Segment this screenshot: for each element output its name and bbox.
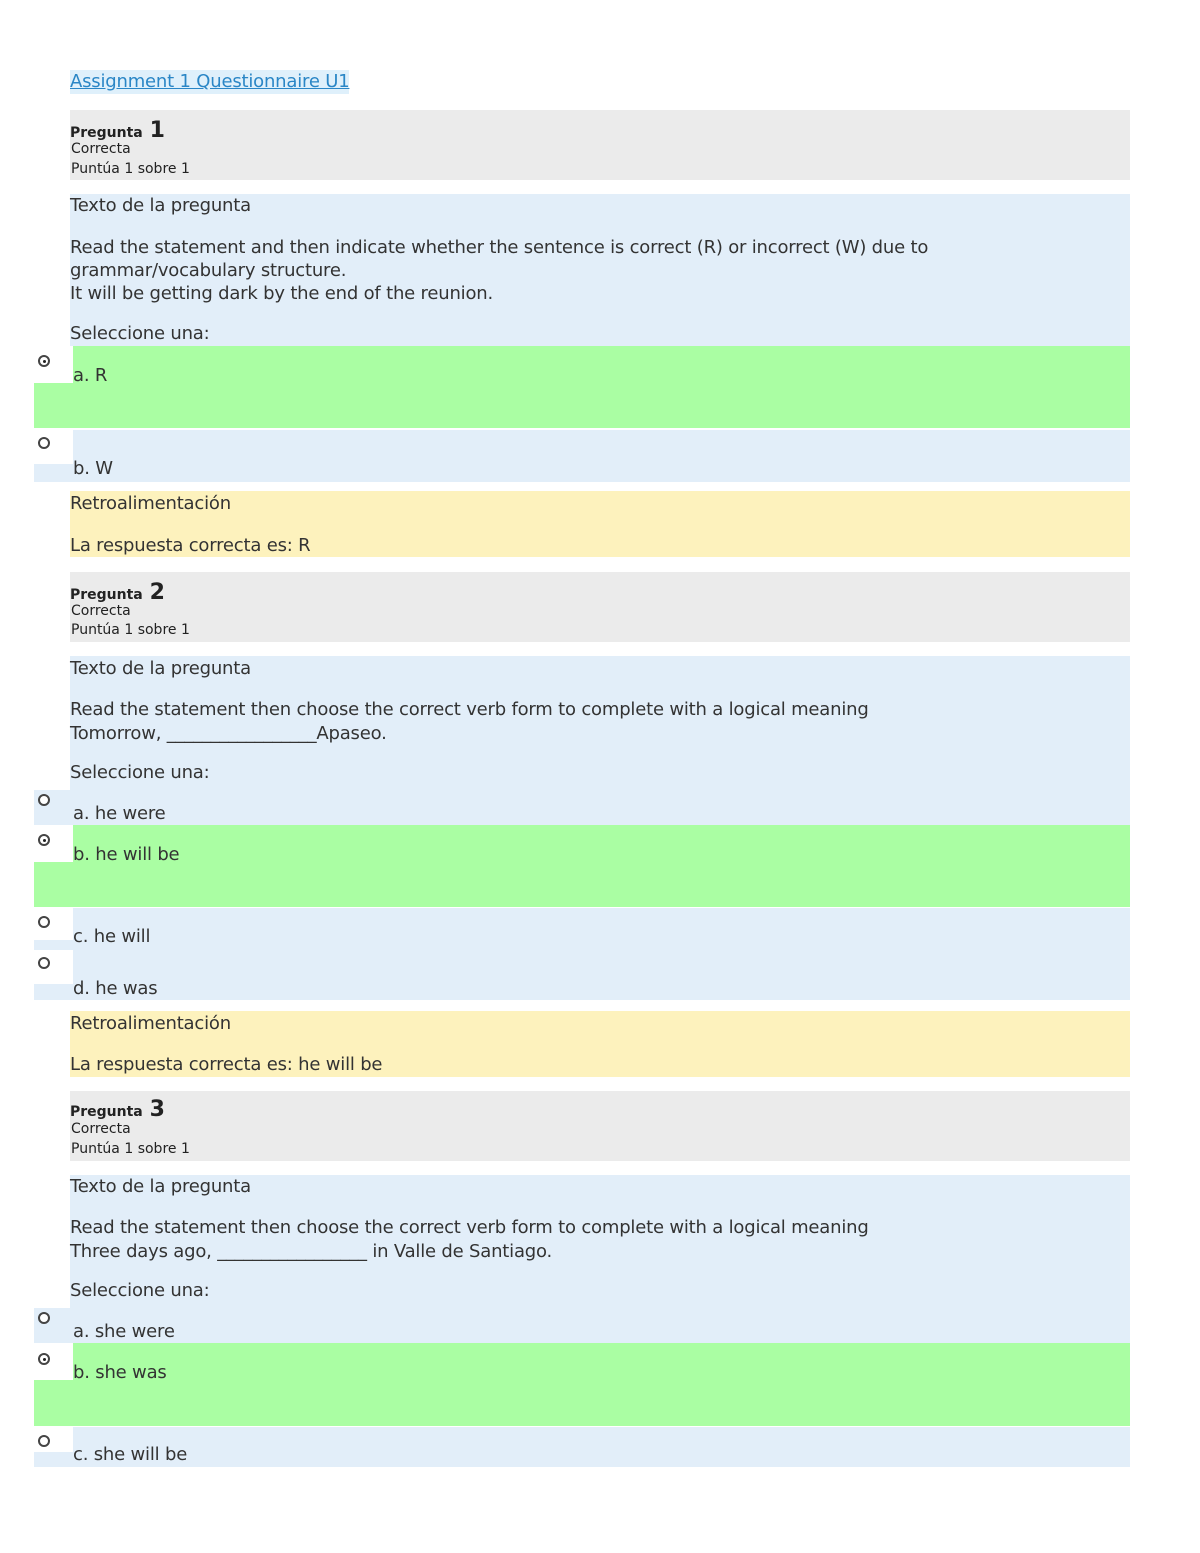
select-one-label: Seleccione una: bbox=[70, 762, 210, 783]
question-1-header bbox=[70, 118, 165, 143]
answer-option-a-extension bbox=[34, 383, 1130, 428]
question-text-heading: Texto de la pregunta bbox=[70, 1176, 251, 1197]
question-2-info bbox=[70, 572, 1130, 642]
answer-option-label[interactable]: a. she were bbox=[73, 1321, 175, 1342]
question-number: 2 bbox=[149, 580, 165, 605]
question-1-info bbox=[70, 110, 1130, 180]
radio-button-c[interactable] bbox=[38, 1435, 50, 1447]
answer-option-label[interactable]: b. he will be bbox=[73, 844, 180, 865]
answer-option-b[interactable] bbox=[73, 430, 1130, 482]
answer-option-c-edge bbox=[34, 1452, 73, 1467]
answer-option-b-edge bbox=[34, 464, 73, 482]
question-text-heading: Texto de la pregunta bbox=[70, 658, 251, 679]
answer-option-label[interactable]: d. he was bbox=[73, 978, 158, 999]
question-2-grade: Puntúa 1 sobre 1 bbox=[71, 622, 190, 638]
answer-option-b-extension bbox=[34, 862, 1130, 907]
answer-option-label[interactable]: b. she was bbox=[73, 1362, 167, 1383]
select-one-label: Seleccione una: bbox=[70, 1280, 210, 1301]
answer-option-label[interactable]: b. W bbox=[73, 458, 113, 479]
question-prompt-line: Three days ago, _________________ in Valle de Santiago. bbox=[70, 1241, 553, 1262]
radio-button-b[interactable] bbox=[38, 834, 50, 846]
answer-option-d-edge bbox=[34, 984, 73, 1000]
question-prompt-line: Read the statement and then indicate whether the sentence is correct (R) or incorrect (W) due to bbox=[70, 237, 929, 258]
answer-option-c[interactable] bbox=[73, 908, 1130, 950]
question-3-state: Correcta bbox=[71, 1121, 131, 1137]
radio-button-a[interactable] bbox=[38, 355, 50, 367]
answer-option-a[interactable] bbox=[73, 346, 1130, 383]
question-1-state: Correcta bbox=[71, 141, 131, 157]
question-label: Pregunta bbox=[70, 587, 143, 603]
question-2-content bbox=[70, 656, 1130, 825]
answer-option-b[interactable] bbox=[73, 1343, 1130, 1380]
feedback-text: La respuesta correcta es: he will be bbox=[70, 1054, 383, 1075]
answer-option-c-edge bbox=[34, 940, 73, 950]
question-2-header bbox=[70, 580, 165, 605]
question-3-grade: Puntúa 1 sobre 1 bbox=[71, 1141, 190, 1157]
question-prompt-line: Read the statement then choose the correct verb form to complete with a logical meaning bbox=[70, 699, 869, 720]
answer-option-d[interactable] bbox=[73, 950, 1130, 1000]
question-3-content bbox=[70, 1175, 1130, 1343]
answer-option-label[interactable]: a. he were bbox=[73, 803, 166, 824]
answer-option-c[interactable] bbox=[73, 1427, 1130, 1467]
question-1-content bbox=[70, 194, 1130, 346]
question-1-feedback bbox=[70, 491, 1130, 557]
answer-option-label[interactable]: c. she will be bbox=[73, 1444, 188, 1465]
radio-button-a[interactable] bbox=[38, 1312, 50, 1324]
select-one-label: Seleccione una: bbox=[70, 323, 210, 344]
answer-option-label[interactable]: a. R bbox=[73, 365, 108, 386]
assignment-title-link[interactable]: Assignment 1 Questionnaire U1 bbox=[70, 71, 350, 92]
question-prompt-line: grammar/vocabulary structure. bbox=[70, 260, 347, 281]
question-prompt-line: Read the statement then choose the correct verb form to complete with a logical meaning bbox=[70, 1217, 869, 1238]
question-text-heading: Texto de la pregunta bbox=[70, 195, 251, 216]
question-2-state: Correcta bbox=[71, 603, 131, 619]
question-3-header bbox=[70, 1097, 165, 1122]
question-prompt-line: Tomorrow, _________________Apaseo. bbox=[70, 723, 387, 744]
radio-button-a[interactable] bbox=[38, 794, 50, 806]
question-number: 1 bbox=[149, 118, 165, 143]
radio-button-b[interactable] bbox=[38, 1353, 50, 1365]
answer-option-label[interactable]: c. he will bbox=[73, 926, 151, 947]
question-prompt-line: It will be getting dark by the end of the reunion. bbox=[70, 283, 493, 304]
question-number: 3 bbox=[149, 1097, 165, 1122]
question-1-grade: Puntúa 1 sobre 1 bbox=[71, 161, 190, 177]
radio-button-c[interactable] bbox=[38, 916, 50, 928]
question-label: Pregunta bbox=[70, 1104, 143, 1120]
feedback-heading: Retroalimentación bbox=[70, 1013, 231, 1034]
question-label: Pregunta bbox=[70, 125, 143, 141]
question-2-feedback bbox=[70, 1011, 1130, 1077]
question-3-info bbox=[70, 1091, 1130, 1161]
feedback-heading: Retroalimentación bbox=[70, 493, 231, 514]
feedback-text: La respuesta correcta es: R bbox=[70, 535, 311, 556]
answer-option-b[interactable] bbox=[73, 825, 1130, 862]
radio-button-d[interactable] bbox=[38, 957, 50, 969]
answer-option-b-extension bbox=[34, 1380, 1130, 1426]
radio-button-b[interactable] bbox=[38, 437, 50, 449]
